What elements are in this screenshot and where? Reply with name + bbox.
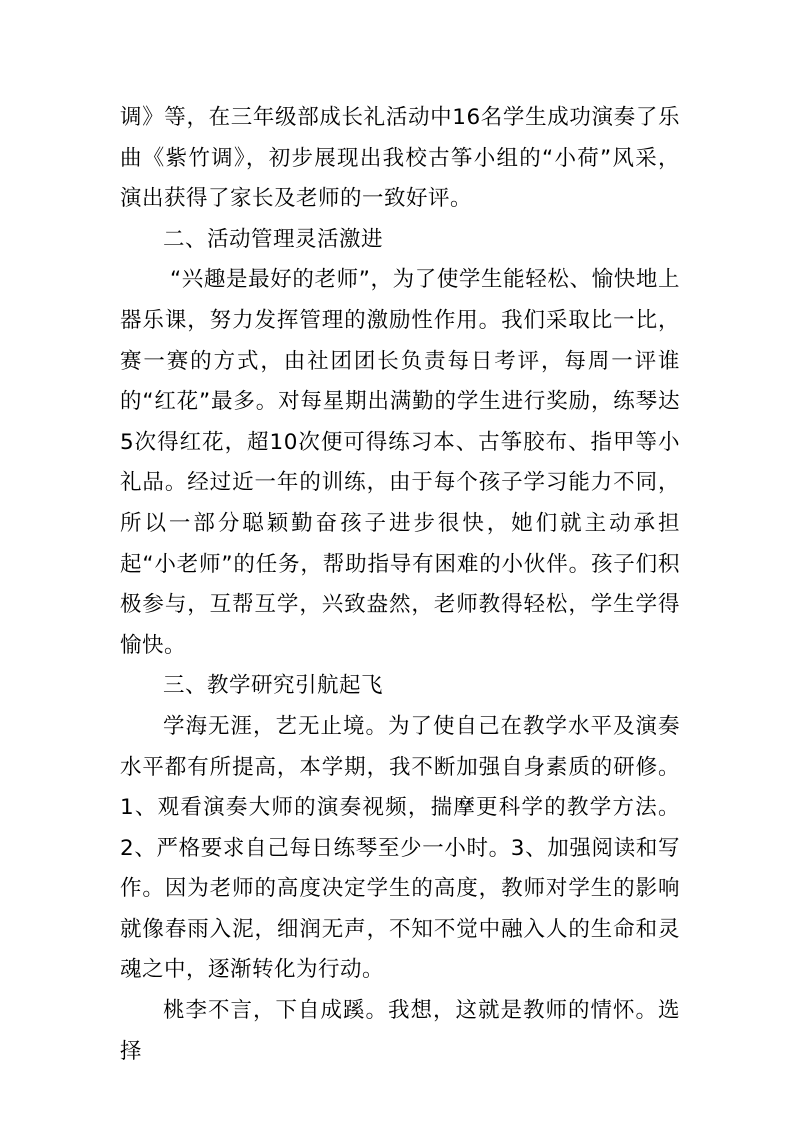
paragraph-closing: 桃李不言，下自成蹊。我想，这就是教师的情怀。选择 <box>120 998 680 1064</box>
section-heading-3: 三、教学研究引航起飞 <box>163 673 384 699</box>
paragraph-teaching-research: 学海无涯，艺无止境。为了使自己在教学水平及演奏水平都有所提高，本学期，我不断加强自身素质的研修。1、观看演奏大师的演奏视频，揣摩更科学的教学方法。2、严格要求自己每日练琴至少一小时。3、加强阅读和写作。因为老师的高度决定学生的高度，教师对学生的影响就像春雨入泥，细润无声，不知不觉中融入人的生命和灵魂之中，逐渐转化为行动。 <box>120 713 680 983</box>
section-heading-2: 二、活动管理灵活激进 <box>163 226 384 252</box>
document-body <box>120 98 680 1072</box>
paragraph-activity-management: “兴趣是最好的老师”，为了使学生能轻松、愉快地上器乐课，努力发挥管理的激励性作用。我们采取比一比，赛一赛的方式，由社团团长负责每日考评，每周一评谁的“红花”最多。对每星期出满勤的学生进行奖励，练琴达5次得红花，超10次便可得练习本、古筝胶布、指甲等小礼品。经过近一年的训练，由于每个孩子学习能力不同，所以一部分聪颖勤奋孩子进步很快，她们就主动承担起“小老师”的任务，帮助指导有困难的小伙伴。孩子们积极参与，互帮互学，兴致盎然，老师教得轻松，学生学得愉快。 <box>120 267 680 658</box>
paragraph-continuation: 调》等，在三年级部成长礼活动中16名学生成功演奏了乐曲《紫竹调》，初步展现出我校古筝小组的“小荷”风采，演出获得了家长及老师的一致好评。 <box>120 105 680 212</box>
